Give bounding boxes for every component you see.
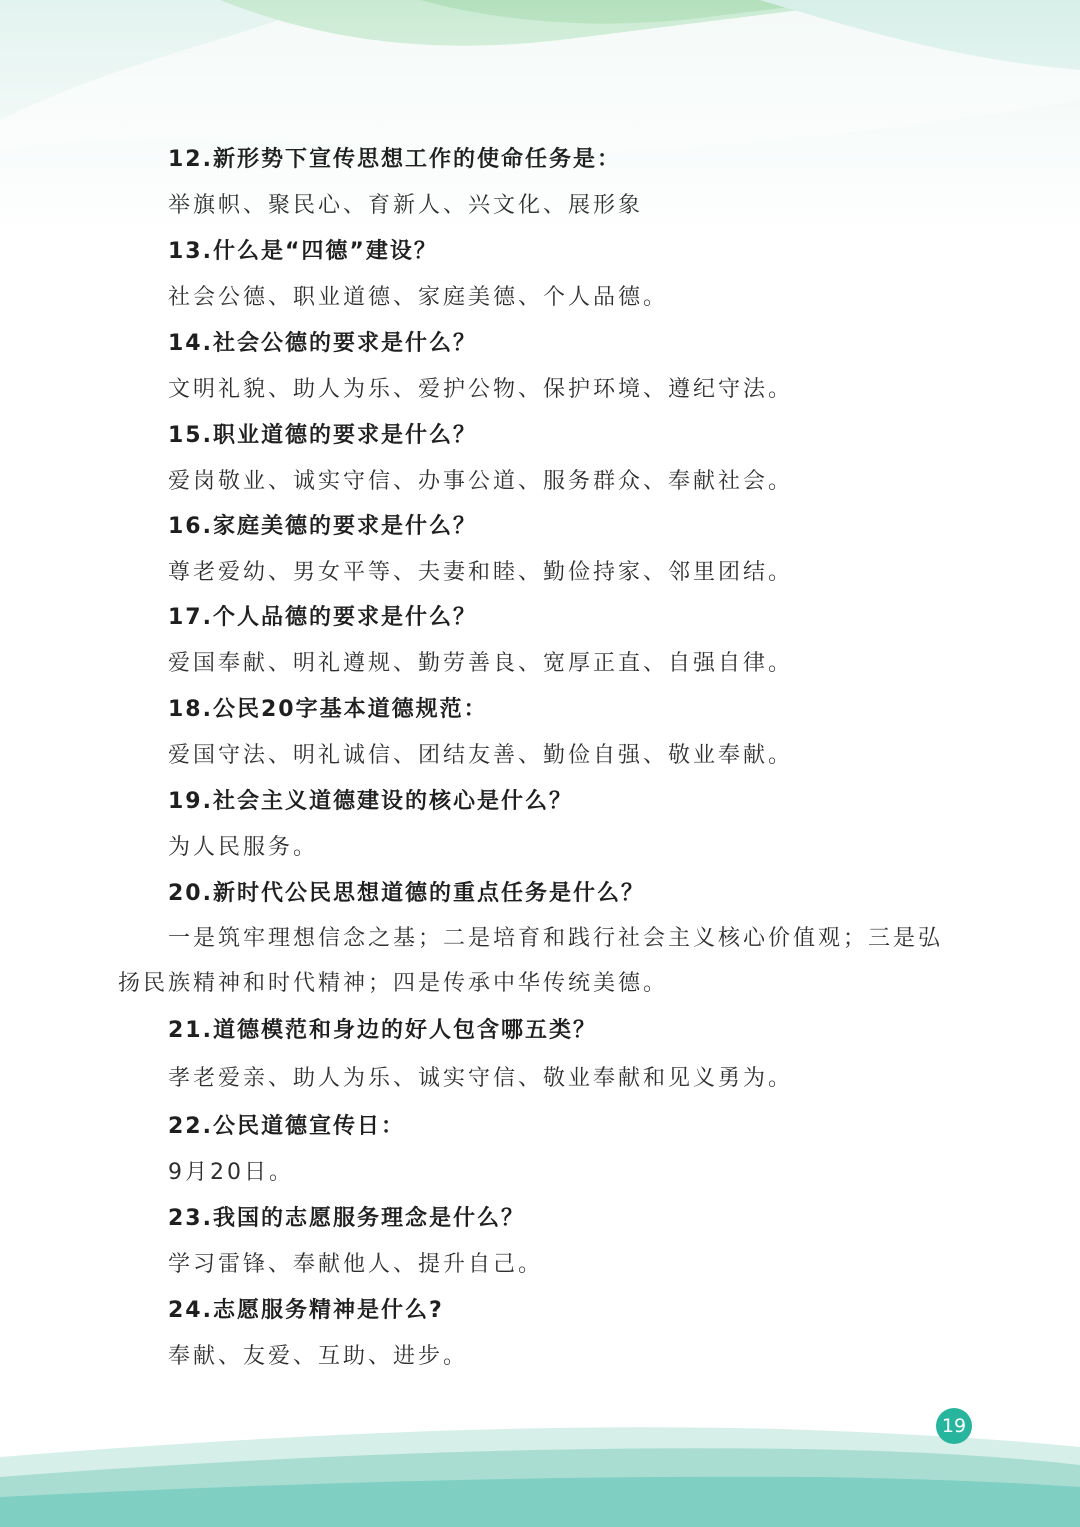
answer-20-line-2: 扬民族精神和时代精神；四是传承中华传统美德。 <box>118 971 669 996</box>
answer-21: 孝老爱亲、助人为乐、诚实守信、敬业奉献和见义勇为。 <box>168 1066 794 1091</box>
answer-19: 为人民服务。 <box>168 835 319 860</box>
answer-16: 尊老爱幼、男女平等、夫妻和睦、勤俭持家、邻里团结。 <box>168 560 794 585</box>
answer-18: 爱国守法、明礼诚信、团结友善、勤俭自强、敬业奉献。 <box>168 743 794 768</box>
answer-15: 爱岗敬业、诚实守信、办事公道、服务群众、奉献社会。 <box>168 469 794 494</box>
answer-13: 社会公德、职业道德、家庭美德、个人品德。 <box>168 285 669 310</box>
answer-14: 文明礼貌、助人为乐、爱护公物、保护环境、遵纪守法。 <box>168 377 794 402</box>
question-14: 14.社会公德的要求是什么？ <box>168 331 477 356</box>
question-21: 21.道德模范和身边的好人包含哪五类？ <box>168 1018 597 1043</box>
answer-24: 奉献、友爱、互助、进步。 <box>168 1344 469 1369</box>
bottom-wave-decoration <box>0 1417 1080 1527</box>
question-13: 13.什么是“四德”建设？ <box>168 239 438 264</box>
question-22: 22.公民道德宣传日： <box>168 1114 405 1139</box>
answer-17: 爱国奉献、明礼遵规、勤劳善良、宽厚正直、自强自律。 <box>168 651 794 676</box>
answer-12: 举旗帜、聚民心、育新人、兴文化、展形象 <box>168 193 644 218</box>
question-16: 16.家庭美德的要求是什么？ <box>168 514 477 539</box>
question-15: 15.职业道德的要求是什么？ <box>168 423 477 448</box>
question-20: 20.新时代公民思想道德的重点任务是什么？ <box>168 881 645 906</box>
question-12: 12.新形势下宣传思想工作的使命任务是： <box>168 147 621 172</box>
question-23: 23.我国的志愿服务理念是什么？ <box>168 1206 525 1231</box>
answer-22: 9月20日。 <box>168 1160 294 1185</box>
question-17: 17.个人品德的要求是什么？ <box>168 605 477 630</box>
question-19: 19.社会主义道德建设的核心是什么？ <box>168 789 573 814</box>
answer-20-line-1: 一是筑牢理想信念之基；二是培育和践行社会主义核心价值观；三是弘 <box>168 926 944 951</box>
question-18: 18.公民20字基本道德规范： <box>168 697 488 722</box>
answer-23: 学习雷锋、奉献他人、提升自己。 <box>168 1252 544 1277</box>
page-number-badge: 19 <box>936 1408 972 1444</box>
question-24: 24.志愿服务精神是什么? <box>168 1298 444 1323</box>
